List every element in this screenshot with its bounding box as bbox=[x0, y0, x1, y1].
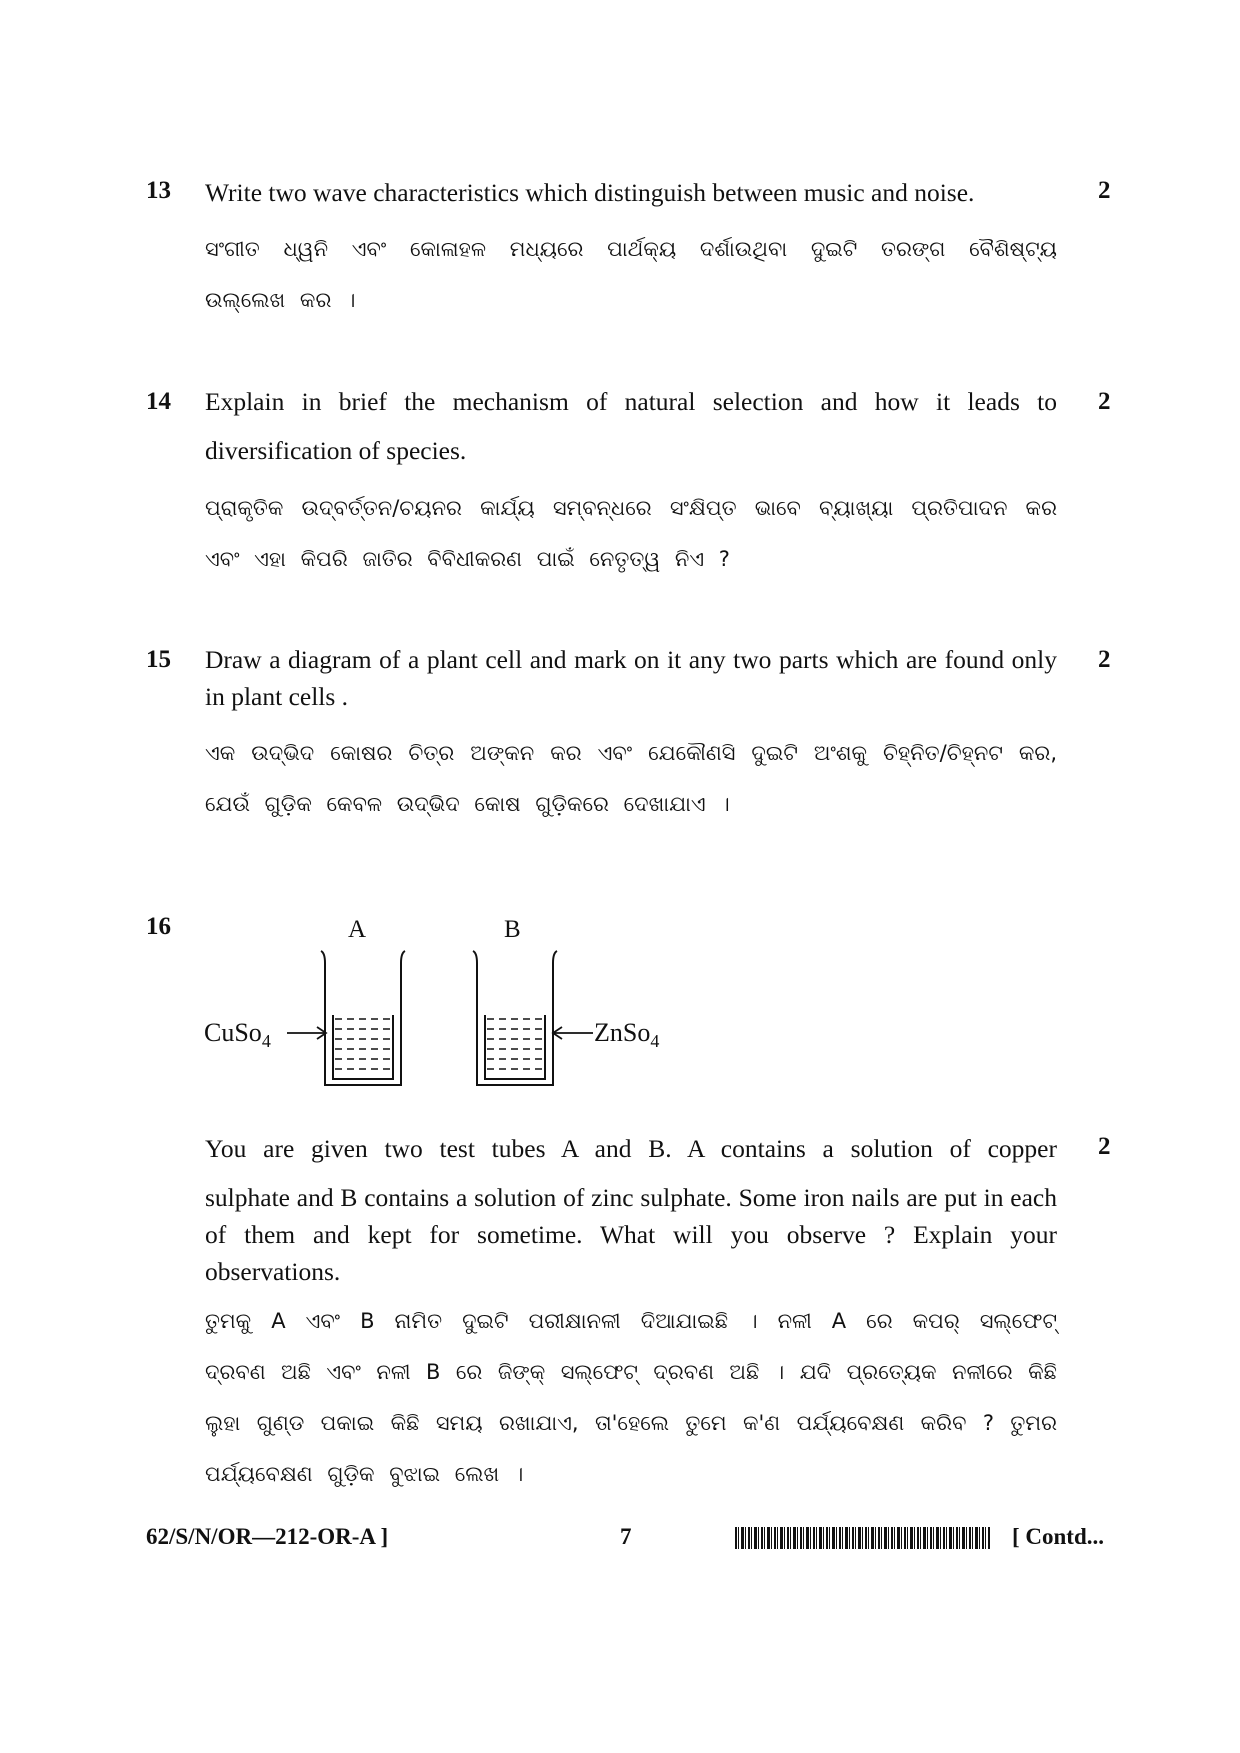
question-text-english: Explain in brief the mechanism of natural selection and how it leads to diversification of species. bbox=[205, 387, 1057, 465]
question-text-odia: ଏକ ଉଦ୍ଭିଦ କୋଷର ଚିତ୍ର ଅଙ୍କନ କର ଏବଂ ଯେକୌଣସି ଦୁଇଟି ଅଂଶକୁ ଚିହ୍ନିତ/ଚିହ୍ନଟ କର, ଯେଉଁ ଗୁଡ଼ିକ କେବଳ ଉଦ୍ଭିଦ କୋଷ ଗୁଡ଼ିକରେ ଦେଖାଯାଏ । bbox=[205, 741, 1057, 816]
paper-code: 62/S/N/OR—212-OR-A ] bbox=[146, 1524, 389, 1549]
arrow-right-icon bbox=[287, 1027, 326, 1039]
beakers-drawing bbox=[275, 945, 625, 1095]
beaker-a-label: A bbox=[348, 916, 367, 943]
question-number: 14 bbox=[146, 388, 171, 415]
question-text-english: Write two wave characteristics which distinguish between music and noise. bbox=[205, 178, 975, 207]
question-text-odia: ପ୍ରାକୃତିକ ଉଦ୍‌ବର୍ତ୍ତନ/ଚୟନର କାର୍ଯ୍ୟ ସମ୍ବନ୍ଧରେ ସଂକ୍ଷିପ୍ତ ଭାବେ ବ୍ୟାଖ୍ୟା ପ୍ରତିପାଦନ କର ଏବଂ ଏହା କିପରି ଜାତିର ବିବିଧୀକରଣ ପାଇଁ ନେତୃତ୍ୱ ନିଏ ? bbox=[205, 496, 1057, 571]
question-text-odia: ତୁମକୁ A ଏବଂ B ନାମିତ ଦୁଇଟି ପରୀକ୍ଷାନଳୀ ଦିଆଯାଇଛି । ନଳୀ A ରେ କପର୍ ସଲ୍‌ଫେଟ୍ ଦ୍ରବଣ ଅଛି ଏବଂ ନଳୀ B ରେ ଜିଙ୍କ୍ ସଲ୍‌ଫେଟ୍ ଦ୍ରବଣ ଅଛି । ଯଦି ପ୍ରତ୍ୟେକ ନଳୀରେ କିଛି ଲୁହା ଗୁଣ୍ଡ ପକାଇ କିଛି ସମୟ ରଖାଯାଏ, ତା'ହେଲେ ତୁମେ କ'ଣ ପର୍ଯ୍ୟବେକ୍ଷଣ କରିବ ? ତୁମର ପର୍ଯ୍ୟବେକ୍ଷଣ ଗୁଡ଼ିକ ବୁଝାଇ ଲେଖ । bbox=[205, 1309, 1057, 1486]
beaker-b bbox=[473, 951, 557, 1085]
cuso4-label: CuSo$_4$ bbox=[204, 1018, 271, 1052]
solution-b-dashes bbox=[487, 1019, 544, 1069]
question-number: 13 bbox=[146, 177, 171, 204]
question-marks: 2 bbox=[1098, 646, 1111, 673]
question-number: 15 bbox=[146, 646, 171, 673]
question-marks: 2 bbox=[1098, 388, 1111, 415]
question-text-english: sulphate and B contains a solution of zinc sulphate. Some iron nails are put in each of them and kept for sometime. What will you observe ? Explain your observations. bbox=[205, 1183, 1057, 1286]
question-text-english: Draw a diagram of a plant cell and mark on it any two parts which are found only in plant cells . bbox=[205, 645, 1057, 711]
barcode bbox=[735, 1527, 990, 1549]
znso4-label: ZnSo$_4$ bbox=[594, 1018, 660, 1052]
beaker-b-label: B bbox=[504, 916, 521, 943]
question-marks: 2 bbox=[1098, 1133, 1111, 1160]
question-marks: 2 bbox=[1098, 177, 1111, 204]
question-text-english-line1: You are given two test tubes A and B. A contains a solution of copper bbox=[205, 1134, 1057, 1163]
page-number: 7 bbox=[620, 1524, 632, 1549]
question-text-odia: ସଂଗୀତ ଧ୍ୱନି ଏବଂ କୋଳାହଳ ମଧ୍ୟରେ ପାର୍ଥକ୍ୟ ଦର୍ଶାଉଥିବା ଦୁଇଟି ତରଙ୍ଗ ବୈଶିଷ୍ଟ୍ୟ ଉଲ୍ଲେଖ କର । bbox=[205, 237, 1057, 312]
continued-label: [ Contd... bbox=[1012, 1524, 1105, 1549]
solution-a-dashes bbox=[335, 1019, 392, 1069]
question-number: 16 bbox=[146, 913, 171, 940]
arrow-left-icon bbox=[553, 1027, 593, 1039]
beaker-a bbox=[321, 951, 405, 1085]
